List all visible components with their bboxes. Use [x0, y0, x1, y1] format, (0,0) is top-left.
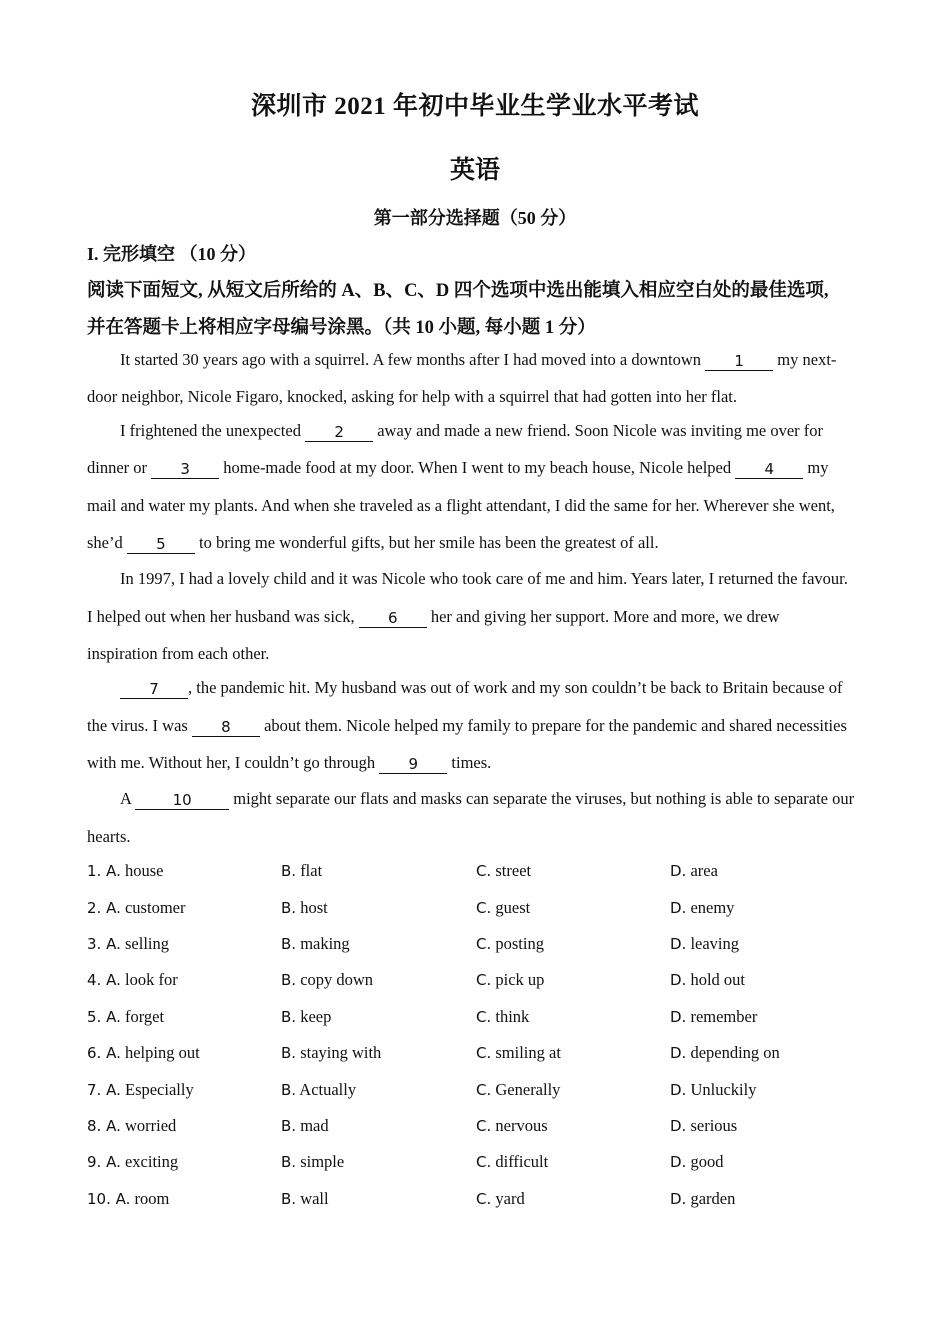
blank-4: 4: [735, 462, 803, 479]
passage-line: with me. Without her, I couldn’t go through 9 times.: [87, 753, 492, 773]
instruction-line-2: 并在答题卡上将相应字母编号涂黑。（共 10 小题, 每小题 1 分）: [87, 318, 596, 338]
option-c: C. pick up: [476, 970, 545, 989]
option-c: C. think: [476, 1007, 530, 1026]
option-d: D. Unluckily: [670, 1080, 757, 1099]
blank-7: 7: [120, 682, 188, 699]
instruction-line-1: 阅读下面短文, 从短文后所给的 A、B、C、D 四个选项中选出能填入相应空白处的最佳选项,: [87, 281, 829, 301]
part-heading: 第一部分选择题（50 分）: [373, 208, 577, 228]
passage-line: the virus. I was 8 about them. Nicole helped my family to prepare for the pandemic and shared necessities: [87, 716, 847, 736]
option-c: C. street: [476, 861, 532, 880]
option-a: 7. A. Especially: [87, 1080, 194, 1099]
passage-line: mail and water my plants. And when she traveled as a flight attendant, I did the same for her. Wherever she went,: [87, 496, 835, 515]
exam-title: 深圳市 2021 年初中毕业生学业水平考试: [250, 93, 699, 120]
blank-6: 6: [359, 611, 427, 628]
option-b: B. host: [281, 898, 328, 917]
blank-3: 3: [151, 462, 219, 479]
passage-line: It started 30 years ago with a squirrel. A few months after I had moved into a downtown 1 my next-: [120, 350, 837, 370]
option-b: B. staying with: [281, 1043, 382, 1062]
option-b: B. simple: [281, 1152, 345, 1171]
option-a: 6. A. helping out: [87, 1043, 200, 1062]
option-a: 9. A. exciting: [87, 1152, 179, 1171]
option-a: 4. A. look for: [87, 970, 178, 989]
option-d: D. good: [670, 1152, 724, 1171]
option-a: 8. A. worried: [87, 1116, 177, 1135]
option-c: C. yard: [476, 1189, 525, 1208]
option-a: 1. A. house: [87, 861, 164, 880]
option-c: C. nervous: [476, 1116, 548, 1135]
option-d: D. hold out: [670, 970, 745, 989]
option-c: C. guest: [476, 898, 531, 917]
passage-line: 7 , the pandemic hit. My husband was out of work and my son couldn’t be back to Britain because of: [120, 678, 910, 699]
option-b: B. making: [281, 934, 350, 953]
option-d: D. serious: [670, 1116, 738, 1135]
option-b: B. mad: [281, 1116, 329, 1135]
option-c: C. posting: [476, 934, 544, 953]
blank-10: 10: [135, 793, 229, 810]
passage-line: In 1997, I had a lovely child and it was Nicole who took care of me and him. Years later, I returned the favour.: [120, 569, 848, 588]
option-d: D. area: [670, 861, 718, 880]
section-heading: I. 完形填空 （10 分）: [87, 244, 257, 264]
option-d: D. enemy: [670, 898, 735, 917]
passage-line: A 10 might separate our flats and masks can separate the viruses, but nothing is able to separate our: [120, 789, 855, 809]
passage-line: she’d 5 to bring me wonderful gifts, but her smile has been the greatest of all.: [87, 533, 659, 553]
blank-1: 1: [705, 354, 773, 371]
option-a: 10. A. room: [87, 1189, 170, 1208]
subject-heading: 英语: [449, 157, 500, 184]
blank-8: 8: [192, 720, 260, 737]
option-a: 3. A. selling: [87, 934, 169, 953]
passage-line: I helped out when her husband was sick, 6 her and giving her support. More and more, we drew: [87, 607, 780, 627]
option-b: B. Actually: [281, 1080, 357, 1099]
blank-9: 9: [379, 757, 447, 774]
blank-5: 5: [127, 537, 195, 554]
option-d: D. garden: [670, 1189, 736, 1208]
option-b: B. wall: [281, 1189, 329, 1208]
option-d: D. leaving: [670, 934, 740, 953]
option-b: B. flat: [281, 861, 323, 880]
passage-line: dinner or 3 home-made food at my door. When I went to my beach house, Nicole helped 4 my: [87, 458, 829, 478]
option-c: C. Generally: [476, 1080, 561, 1099]
option-d: D. remember: [670, 1007, 758, 1026]
option-a: 2. A. customer: [87, 898, 186, 917]
passage-line: inspiration from each other.: [87, 644, 270, 663]
passage-line: door neighbor, Nicole Figaro, knocked, asking for help with a squirrel that had gotten into her flat.: [87, 387, 738, 406]
option-a: 5. A. forget: [87, 1007, 165, 1026]
option-c: C. difficult: [476, 1152, 549, 1171]
option-c: C. smiling at: [476, 1043, 561, 1062]
option-d: D. depending on: [670, 1043, 780, 1062]
passage-line: hearts.: [87, 827, 131, 846]
option-b: B. keep: [281, 1007, 332, 1026]
option-b: B. copy down: [281, 970, 374, 989]
passage-line: I frightened the unexpected 2 away and made a new friend. Soon Nicole was inviting me over for: [120, 421, 824, 441]
blank-2: 2: [305, 425, 373, 442]
